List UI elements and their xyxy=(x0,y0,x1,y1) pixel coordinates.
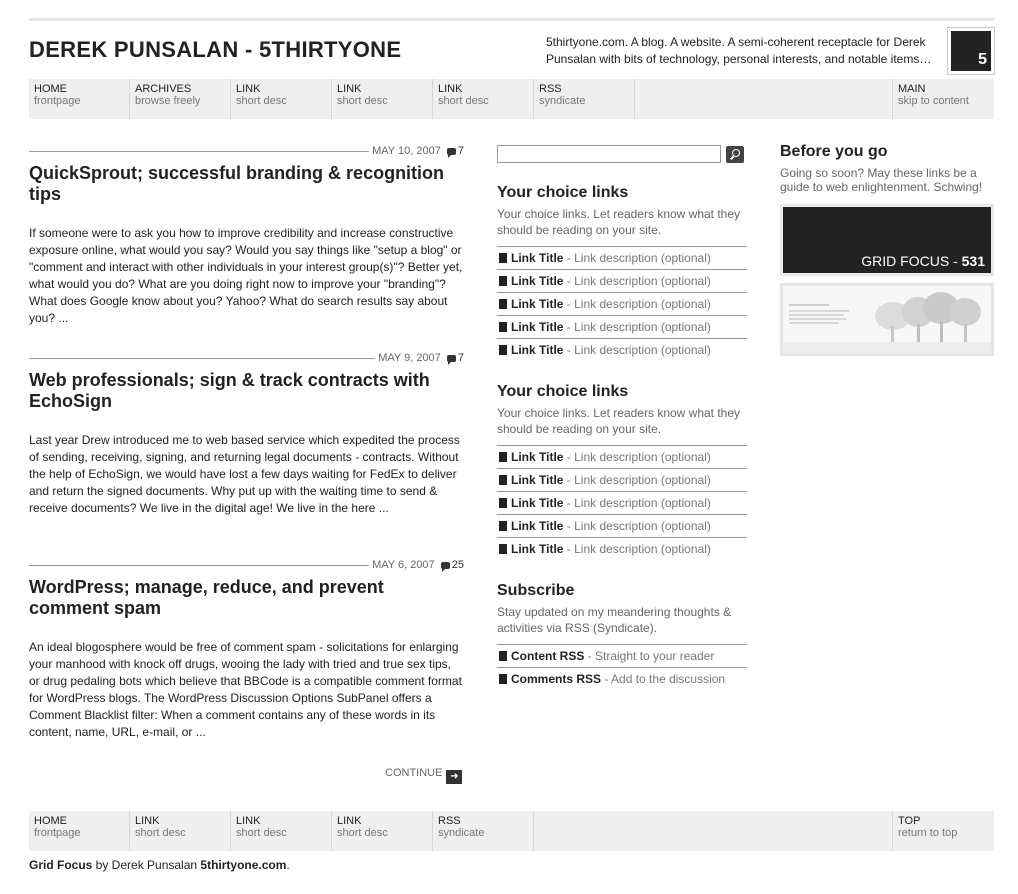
nav-item-desc: short desc xyxy=(135,827,186,839)
banner-label: GRID FOCUS - xyxy=(861,253,962,269)
nav-item-title: MAIN xyxy=(898,83,926,95)
nav-item-desc: syndicate xyxy=(438,827,485,839)
block-desc: Going so soon? May these links be a guide to web enlightenment. Schwing! xyxy=(780,166,983,194)
document-icon xyxy=(499,498,507,508)
link-title: Link Title xyxy=(511,473,564,487)
arrow-right-icon: ➜ xyxy=(446,770,462,784)
main-nav xyxy=(29,79,994,119)
nav-item-desc: syndicate xyxy=(539,95,586,107)
block-title: Subscribe xyxy=(497,582,575,599)
footer-nav-item-top[interactable] xyxy=(892,811,994,851)
nav-item-title: HOME xyxy=(34,83,67,95)
post-date: MAY 10, 2007 xyxy=(372,145,441,157)
link-desc: - Link description (optional) xyxy=(563,251,711,265)
list-item[interactable] xyxy=(497,339,747,361)
block-desc: Your choice links. Let readers know what they should be reading on your site. xyxy=(497,406,741,436)
nav-item-desc: return to top xyxy=(898,827,958,839)
trees-illustration xyxy=(783,286,991,353)
nav-item-title: LINK xyxy=(236,815,261,827)
before-you-go xyxy=(780,143,994,194)
list-item[interactable] xyxy=(497,645,747,668)
comment-count[interactable]: 25 xyxy=(451,559,464,571)
document-icon xyxy=(499,674,507,684)
nav-item-link[interactable] xyxy=(332,79,433,119)
nav-item-link[interactable] xyxy=(231,79,332,119)
link-title: Comments RSS xyxy=(511,672,602,686)
document-icon xyxy=(499,322,507,332)
banner-number: 531 xyxy=(961,253,985,269)
site-screenshot-thumbnail[interactable] xyxy=(780,283,994,356)
link-title: Link Title xyxy=(511,450,564,464)
post-excerpt: An ideal blogosphere would be free of comment spam - solicitations for enlarging your manhood with knock off drugs, wooing the lady with tried and true sex tips, or drug pedaling bots which believe that BBCode is a compatible comment format for WordPress blogs. The WordPress Discussion Options SubPanel offers a Comment Blacklist filter: When a comment contains any of these words in its content, name, URL, e-mail, or ... xyxy=(29,640,462,739)
nav-item-main[interactable] xyxy=(892,79,994,119)
link-list xyxy=(497,246,747,361)
subscribe-block xyxy=(497,582,747,690)
nav-item-title: ARCHIVES xyxy=(135,83,192,95)
nav-item-title: LINK xyxy=(438,83,463,95)
site-link[interactable]: 5thirtyone.com xyxy=(200,858,287,872)
comment-count[interactable]: 7 xyxy=(457,352,464,364)
link-desc: - Straight to your reader xyxy=(584,649,715,663)
banner-text xyxy=(861,253,985,269)
site-title[interactable]: DEREK PUNSALAN - 5THIRTYONE xyxy=(29,37,402,62)
link-desc: - Link description (optional) xyxy=(563,519,711,533)
block-title: Before you go xyxy=(780,143,888,160)
top-border xyxy=(29,18,994,21)
nav-item-title: TOP xyxy=(898,815,921,827)
document-icon xyxy=(499,345,507,355)
search-button[interactable] xyxy=(726,146,744,163)
post-meta xyxy=(369,559,464,571)
nav-item-title: HOME xyxy=(34,815,67,827)
link-title: Link Title xyxy=(511,251,564,265)
credit-end: . xyxy=(286,858,290,872)
link-desc: - Link description (optional) xyxy=(563,450,711,464)
nav-item-title: LINK xyxy=(135,815,160,827)
list-item[interactable] xyxy=(497,247,747,270)
link-title: Link Title xyxy=(511,274,564,288)
post xyxy=(29,559,464,749)
nav-item-title: RSS xyxy=(438,815,461,827)
nav-item-desc: short desc xyxy=(337,95,388,107)
footer-nav-item-link[interactable] xyxy=(231,811,332,851)
document-icon xyxy=(499,253,507,263)
list-item[interactable] xyxy=(497,492,747,515)
link-desc: - Link description (optional) xyxy=(563,320,711,334)
post-excerpt: Last year Drew introduced me to web based service which expedited the process of sending, receiving, signing, and returning legal documents - contracts. Without the help of EchoSign, we would have lost a few days waiting for FedEx to deliver and return the signed documents. Why put up with the waiting time to send & receive documents? We live in the digital age! We live in the here ... xyxy=(29,433,460,515)
post-meta xyxy=(369,145,464,157)
link-title: Content RSS xyxy=(511,649,585,663)
list-item[interactable] xyxy=(497,446,747,469)
block-desc: Your choice links. Let readers know what they should be reading on your site. xyxy=(497,207,741,237)
post-divider xyxy=(29,565,369,566)
post-excerpt: If someone were to ask you how to improve credibility and increase constructive exposure online, what would you say? Would you say things like "setup a blog" or "comment and interact with other individuals in your interest group(s)"? Better yet, what would you do? What are you doing right now to improve your "branding"? What does Google know about you? Yahoo? What do search results say about you? ... xyxy=(29,226,463,325)
nav-item-title: RSS xyxy=(539,83,562,95)
search-input[interactable] xyxy=(497,145,721,163)
link-list xyxy=(497,644,747,690)
list-item[interactable] xyxy=(497,316,747,339)
document-icon xyxy=(499,544,507,554)
comment-count[interactable]: 7 xyxy=(457,145,464,157)
nav-item-desc: short desc xyxy=(236,95,287,107)
nav-item-archives[interactable] xyxy=(130,79,231,119)
footer-nav-item-home[interactable] xyxy=(29,811,130,851)
post-title[interactable]: QuickSprout; successful branding & recognition tips xyxy=(29,163,445,204)
link-desc: - Link description (optional) xyxy=(563,496,711,510)
comment-icon xyxy=(447,355,456,362)
footer-nav-item-link[interactable] xyxy=(130,811,231,851)
link-title: Link Title xyxy=(511,297,564,311)
document-icon xyxy=(499,276,507,286)
nav-item-title: LINK xyxy=(236,83,261,95)
list-item[interactable] xyxy=(497,270,747,293)
banner-panel xyxy=(783,207,991,273)
site-description: 5thirtyone.com. A blog. A website. A semi-coherent receptacle for Derek Punsalan with bits of technology, personal interests, and notable items… xyxy=(546,35,932,66)
post xyxy=(29,352,464,542)
link-title: Link Title xyxy=(511,343,564,357)
document-icon xyxy=(499,299,507,309)
nav-item-home[interactable] xyxy=(29,79,130,119)
post-meta xyxy=(375,352,464,364)
comment-icon xyxy=(441,562,450,569)
post-date: MAY 9, 2007 xyxy=(378,352,441,364)
thumbnail-image xyxy=(783,286,991,353)
nav-item-title: LINK xyxy=(337,83,362,95)
post-divider xyxy=(29,151,369,152)
nav-item-desc: short desc xyxy=(438,95,489,107)
choice-links-block xyxy=(497,383,747,560)
credit-by: by Derek Punsalan xyxy=(92,858,201,872)
logo-number: 5 xyxy=(978,51,987,68)
list-item[interactable] xyxy=(497,469,747,492)
post-title[interactable]: Web professionals; sign & track contracts with EchoSign xyxy=(29,370,430,411)
link-title: Link Title xyxy=(511,542,564,556)
link-desc: - Link description (optional) xyxy=(563,343,711,357)
document-icon xyxy=(499,651,507,661)
link-desc: - Link description (optional) xyxy=(563,274,711,288)
link-desc: - Link description (optional) xyxy=(563,542,711,556)
footer-nav-item-link[interactable] xyxy=(332,811,433,851)
nav-item-desc: frontpage xyxy=(34,95,81,107)
link-list xyxy=(497,445,747,560)
link-desc: - Add to the discussion xyxy=(601,672,726,686)
continue-label: CONTINUE xyxy=(385,767,443,779)
block-title: Your choice links xyxy=(497,184,629,201)
nav-item-title: LINK xyxy=(337,815,362,827)
link-title: Link Title xyxy=(511,320,564,334)
nav-item-desc: short desc xyxy=(236,827,287,839)
link-desc: - Link description (optional) xyxy=(563,297,711,311)
list-item[interactable] xyxy=(497,293,747,316)
logo-badge xyxy=(951,31,991,71)
post-title[interactable]: WordPress; manage, reduce, and prevent comment spam xyxy=(29,577,384,618)
document-icon xyxy=(499,521,507,531)
grid-focus-banner[interactable] xyxy=(780,204,994,276)
post-divider xyxy=(29,358,375,359)
search-icon-handle xyxy=(730,156,734,160)
comment-icon xyxy=(447,148,456,155)
nav-item-rss[interactable] xyxy=(534,79,635,119)
post-date: MAY 6, 2007 xyxy=(372,559,435,571)
post xyxy=(29,145,464,335)
block-desc: Stay updated on my meandering thoughts & activities via RSS (Syndicate). xyxy=(497,605,732,635)
continue-link[interactable] xyxy=(385,767,462,784)
nav-item-desc: skip to content xyxy=(898,95,969,107)
document-icon xyxy=(499,475,507,485)
list-item[interactable] xyxy=(497,668,747,690)
link-title: Link Title xyxy=(511,496,564,510)
link-title: Link Title xyxy=(511,519,564,533)
theme-link[interactable]: Grid Focus xyxy=(29,858,93,872)
nav-item-desc: short desc xyxy=(337,827,388,839)
nav-item-desc: browse freely xyxy=(135,95,201,107)
document-icon xyxy=(499,452,507,462)
footer-nav xyxy=(29,811,994,851)
nav-item-desc: frontpage xyxy=(34,827,81,839)
choice-links-block xyxy=(497,184,747,361)
block-title: Your choice links xyxy=(497,383,629,400)
site-logo[interactable] xyxy=(947,27,995,75)
list-item[interactable] xyxy=(497,515,747,538)
link-desc: - Link description (optional) xyxy=(563,473,711,487)
footer-nav-item-rss[interactable] xyxy=(433,811,534,851)
footer-credit xyxy=(29,858,290,872)
nav-item-link[interactable] xyxy=(433,79,534,119)
list-item[interactable] xyxy=(497,538,747,560)
